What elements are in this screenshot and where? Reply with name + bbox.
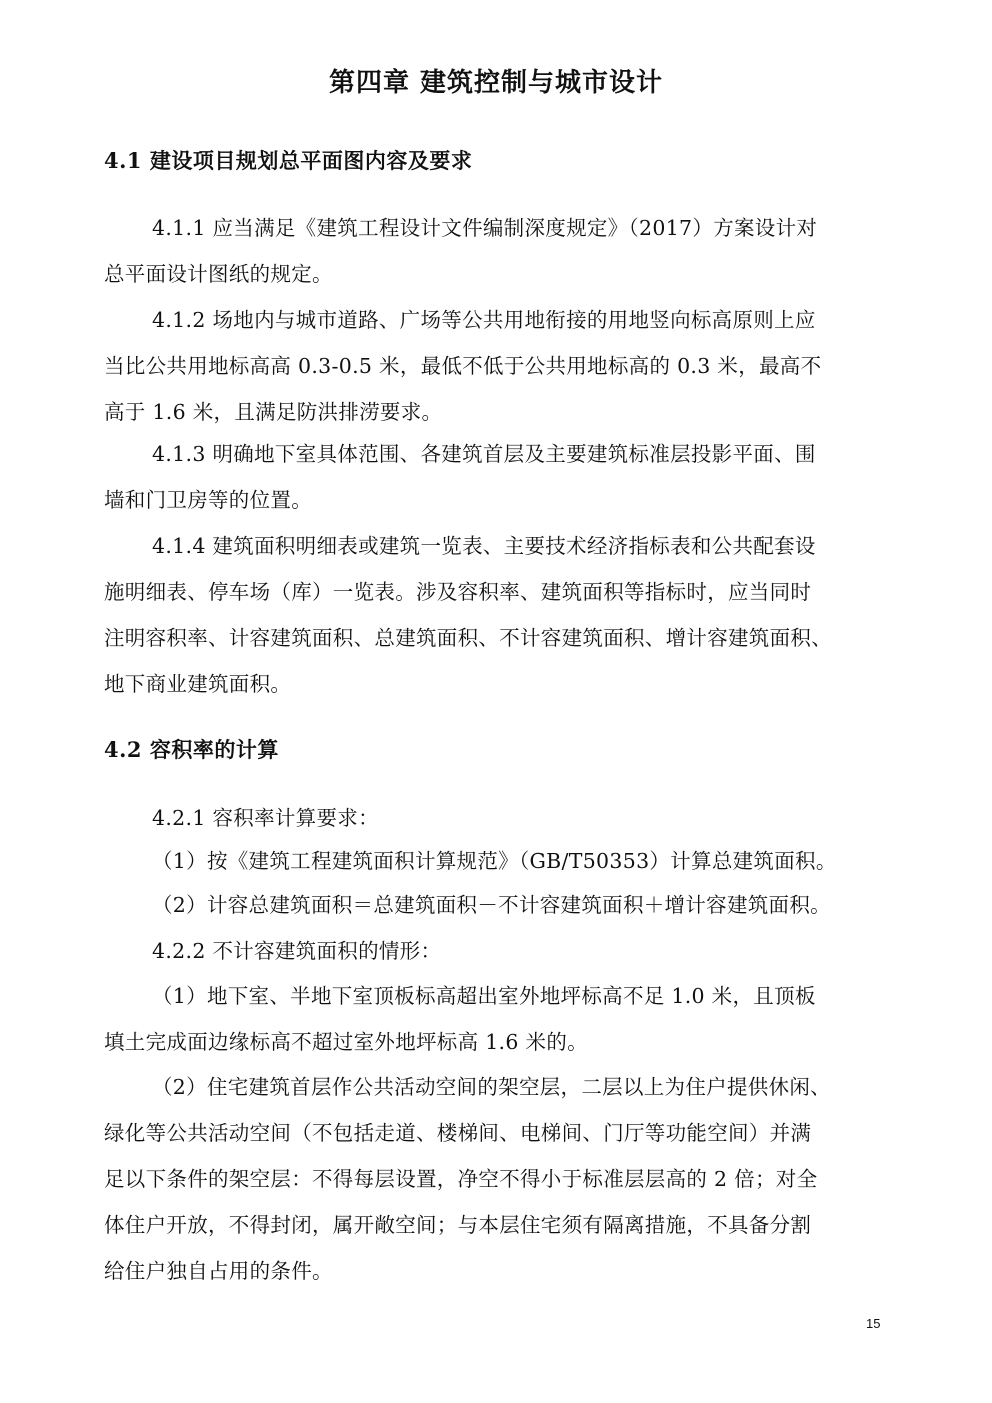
paragraph-4-2-1 [104, 795, 890, 841]
chapter-title: 第四章 建筑控制与城市设计 [328, 68, 664, 98]
paragraph-line: （2）计容总建筑面积＝总建筑面积－不计容建筑面积＋增计容建筑面积。 [152, 893, 831, 917]
paragraph-line: 高于 1.6 米，且满足防洪排涝要求。 [104, 400, 443, 424]
paragraph-4-1-1 [104, 205, 890, 297]
paragraph-line: （2）住宅建筑首层作公共活动空间的架空层，二层以上为住户提供休闲、 [152, 1075, 831, 1099]
paragraph-line: 墙和门卫房等的位置。 [104, 488, 312, 512]
paragraph-line: （1）地下室、半地下室顶板标高超出室外地坪标高不足 1.0 米，且顶板 [152, 984, 816, 1008]
paragraph-line: 4.2.2 不计容建筑面积的情形： [152, 939, 442, 963]
paragraph-line: 绿化等公共活动空间（不包括走道、楼梯间、电梯间、门厅等功能空间）并满 [104, 1121, 812, 1145]
paragraph-4-2-2 [104, 928, 890, 974]
paragraph-line: 当比公共用地标高高 0.3-0.5 米，最低不低于公共用地标高的 0.3 米，最高不 [104, 354, 822, 378]
paragraph-4-2-1-item-1 [104, 838, 890, 884]
paragraph-line: 4.1.1 应当满足《建筑工程设计文件编制深度规定》（2017）方案设计对 [152, 216, 818, 240]
paragraph-4-2-2-item-2 [104, 1064, 890, 1294]
paragraph-4-1-4 [104, 523, 890, 707]
paragraph-line: 总平面设计图纸的规定。 [104, 262, 333, 286]
section-heading-4-1: 4.1 建设项目规划总平面图内容及要求 [104, 148, 473, 173]
paragraph-line: 注明容积率、计容建筑面积、总建筑面积、不计容建筑面积、增计容建筑面积、 [104, 626, 832, 650]
paragraph-line: 4.2.1 容积率计算要求： [152, 806, 379, 830]
paragraph-4-1-2 [104, 297, 890, 435]
section-heading-4-2: 4.2 容积率的计算 [104, 737, 279, 762]
paragraph-4-2-2-item-1 [104, 973, 890, 1065]
page-number: 15 [866, 1316, 881, 1331]
paragraph-line: （1）按《建筑工程建筑面积计算规范》（GB/T50353）计算总建筑面积。 [152, 849, 837, 873]
paragraph-line: 4.1.4 建筑面积明细表或建筑一览表、主要技术经济指标表和公共配套设 [152, 534, 816, 558]
paragraph-4-2-1-item-2 [104, 882, 890, 928]
paragraph-line: 4.1.2 场地内与城市道路、广场等公共用地衔接的用地竖向标高原则上应 [152, 308, 816, 332]
paragraph-line: 给住户独自占用的条件。 [104, 1259, 333, 1283]
paragraph-line: 体住户开放，不得封闭，属开敞空间；与本层住宅须有隔离措施，不具备分割 [104, 1213, 812, 1237]
paragraph-line: 填土完成面边缘标高不超过室外地坪标高 1.6 米的。 [104, 1030, 588, 1054]
paragraph-line: 足以下条件的架空层：不得每层设置，净空不得小于标准层层高的 2 倍；对全 [104, 1167, 818, 1191]
paragraph-4-1-3 [104, 431, 890, 523]
paragraph-line: 地下商业建筑面积。 [104, 672, 292, 696]
paragraph-line: 施明细表、停车场（库）一览表。涉及容积率、建筑面积等指标时，应当同时 [104, 580, 812, 604]
paragraph-line: 4.1.3 明确地下室具体范围、各建筑首层及主要建筑标准层投影平面、围 [152, 442, 816, 466]
